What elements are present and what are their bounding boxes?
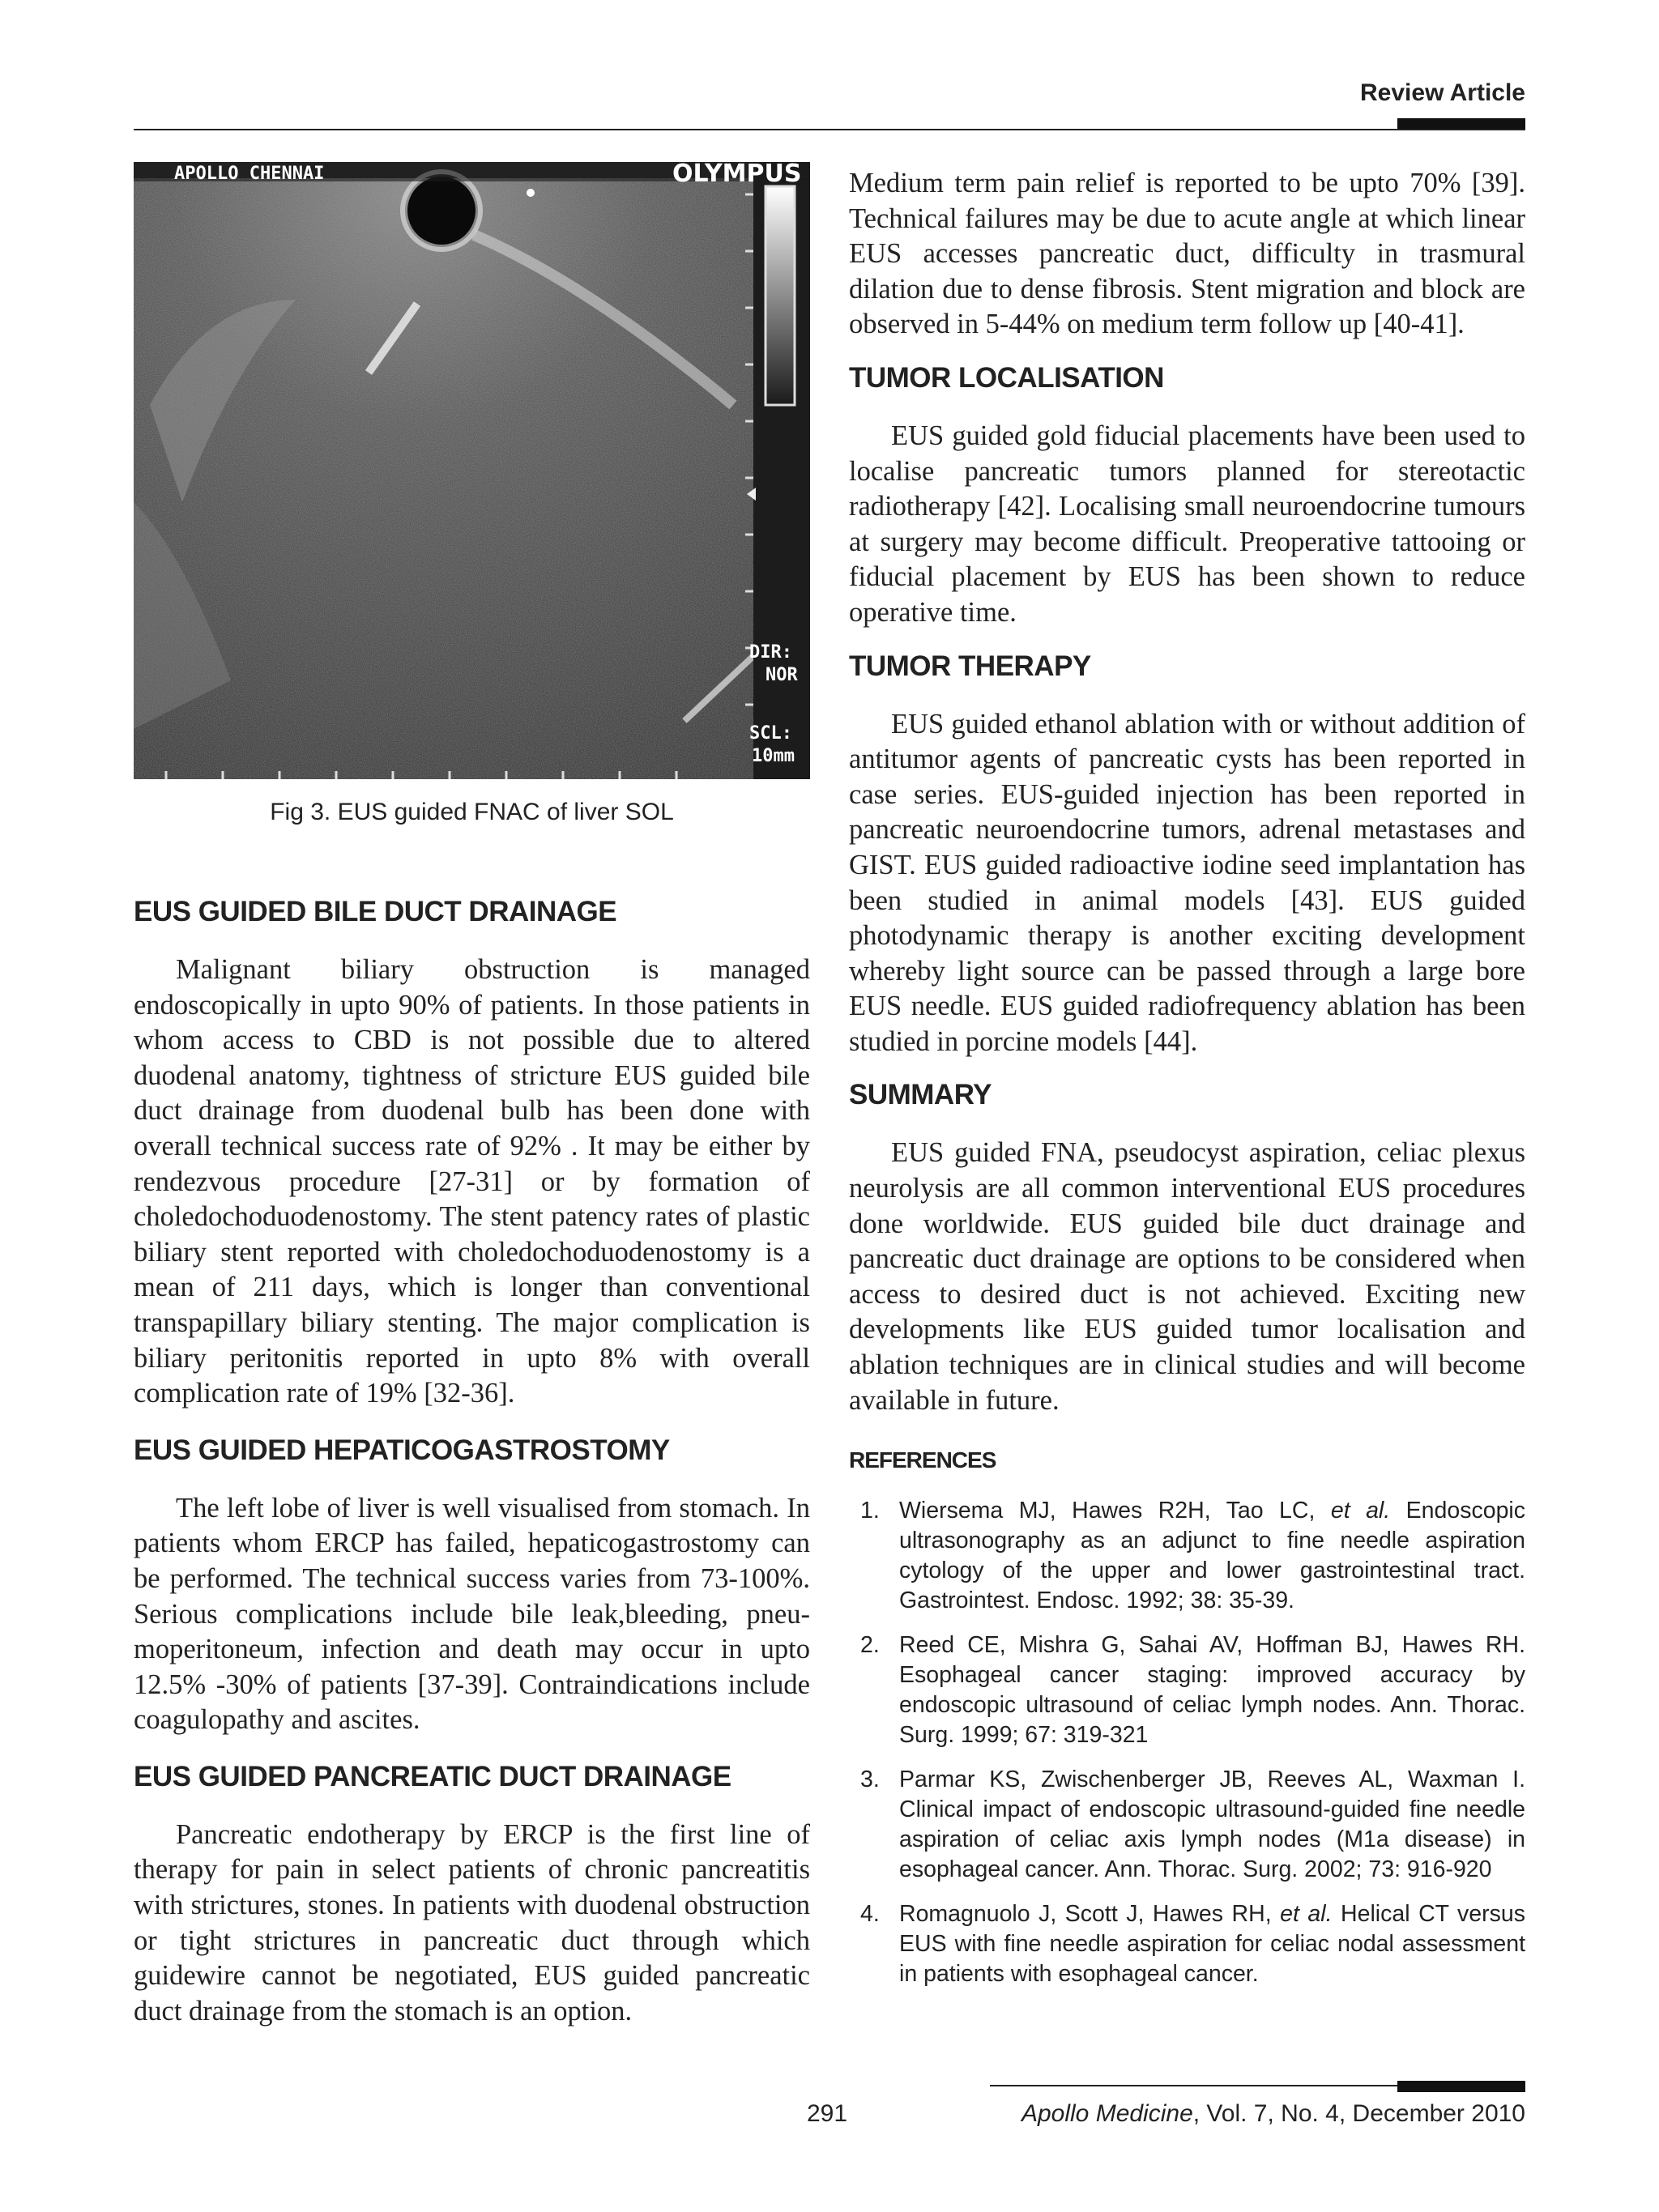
page-number: 291 [807,2100,848,2127]
overlay-dir-label: DIR: [749,642,792,663]
left-column [134,162,810,2029]
header-rule [134,129,1525,130]
reference-text: Wiersema MJ, Hawes R2H, Tao LC, et al. Endoscopic ultrasonography as an adjunct to fine needle aspiration cytology of the upper and lower gastrointestinal tract. Gastrointest. Endosc. 1992; 38: 35-39. [899,1498,1526,1614]
reference-number: 4. [860,1901,880,1928]
journal-issue: , Vol. 7, No. 4, December 2010 [1192,2100,1525,2127]
overlay-dir-value: NOR [766,665,798,685]
heading-bile-duct: EUS GUIDED BILE DUCT DRAINAGE [134,896,617,927]
journal-citation [1021,2100,1525,2128]
reference-item [849,1899,1525,1989]
paragraph-continuation: Medium term pain relief is reported to be upto 70% [39]. Technical failures may be due to acute angle at which linear EUS accesses pancreatic duct, difficulty in trasmural dilation due to dense fibrosis. Stent migration and block are observed in 5-44% on medium term follow up [40-41]. [849,168,1525,340]
header-bar [1397,118,1525,130]
reference-number: 3. [860,1767,880,1793]
reference-item [849,1630,1525,1750]
paragraph-pancreatic-duct: Pancreatic endotherapy by ERCP is the first line of therapy for pain in select patients of chronic pancreatitis with strictures, stones. In patients with duodenal obstruction or tight strictures in pancreatic duct through which guidewire cannot be negotiated, EUS guided pancreatic duct drainage from the stomach is an option. [134,1818,810,2027]
reference-item [849,1496,1525,1616]
paragraph-tumor-therapy: EUS guided ethanol ablation with or without addition of antitumor agents of pancreatic cysts has been reported in case series. EUS-guided injection has been reported in pancreatic neuroendocrine tumors, adrenal metastases and GIST. EUS guided radioactive iodine seed implantation has been studied in animal models [43]. EUS guided photodynamic therapy is another exciting development whereby light source can be passed through a large bore EUS needle. EUS guided radiofrequency ablation has been studied in porcine models [44]. [849,708,1525,1057]
heading-tumor-localisation: TUMOR LOCALISATION [849,361,1164,394]
reference-number: 1. [860,1498,880,1524]
journal-name: Apollo Medicine [1021,2100,1193,2127]
heading-tumor-therapy: TUMOR THERAPY [849,650,1091,682]
overlay-scl-label: SCL: [749,723,792,744]
overlay-brand: OLYMPUS [672,162,802,188]
heading-references: REFERENCES [849,1447,996,1473]
overlay-hospital: APOLLO CHENNAI [174,164,325,184]
right-column [849,166,1525,2004]
heading-hepaticogastrostomy: EUS GUIDED HEPATICOGASTROSTOMY [134,1434,670,1466]
reference-text: Parmar KS, Zwischenberger JB, Reeves AL, Waxman I. Clinical impact of endoscopic ultrasound-guided fine needle aspiration of celiac axis lymph nodes (M1a disease) in esophageal cancer. Ann. Thorac. Surg. 2002; 73: 916-920 [899,1767,1525,1883]
reference-number: 2. [860,1632,880,1659]
paragraph-hepaticogastrostomy: The left lobe of liver is well visualised from stomach. In patients whom ERCP has failed, hepaticogastrostomy can be performed. The technical success varies from 73-100%. Serious complications include bile leak,bleeding, pneu-moperitoneum, infection and death may occur in upto 12.5% -30% of patients [37-39]. Contraindications include coagulopathy and ascites. [134,1492,810,1736]
section-label: Review Article [1360,79,1525,106]
footer-bar [1397,2081,1525,2092]
reference-item [849,1765,1525,1885]
figure-caption: Fig 3. EUS guided FNAC of liver SOL [270,799,674,825]
paragraph-tumor-localisation: EUS guided gold fiducial placements have been used to localise pancreatic tumors planned for stereotactic radiotherapy [42]. Localising small neuroendocrine tumours at surgery may become difficult. Preoperative tattooing or fiducial placement by EUS has been shown to reduce operative time. [849,420,1525,628]
ultrasound-image [134,162,810,779]
overlay-scl-value: 10mm [752,746,795,766]
reference-text: Romagnuolo J, Scott J, Hawes RH, et al. Helical CT versus EUS with fine needle aspiration for celiac nodal assessment in patients with esophageal cancer. [899,1901,1525,1988]
paragraph-bile-duct: Malignant biliary obstruction is managed endoscopically in upto 90% of patients. In those patients in whom access to CBD is not possible due to altered duodenal anatomy, tightness of stricture EUS guided bile duct drainage from duodenal bulb has been done with overall technical success rate of 92% . It may be either by rendezvous procedure [27-31] or by formation of choledochoduodenostomy. The stent patency rates of plastic biliary stent reported with choledochoduodenostomy is a mean of 211 days, which is longer than conventional transpapillary biliary stenting. The major complication is biliary peritonitis reported in upto 8% with overall complication rate of 19% [32-36]. [134,954,810,1409]
reference-text: Reed CE, Mishra G, Sahai AV, Hoffman BJ, Hawes RH. Esophageal cancer staging: improved accuracy by endoscopic ultrasound of celiac lymph nodes. Ann. Thorac. Surg. 1999; 67: 319-321 [899,1632,1525,1749]
paragraph-summary: EUS guided FNA, pseudocyst aspiration, celiac plexus neurolysis are all common interventional EUS procedures done worldwide. EUS guided bile duct drainage and pancreatic duct drainage are options to be considered when access to desired duct is not achieved. Exciting new developments like EUS guided tumor localisation and ablation techniques are in clinical studies and will become available in future. [849,1137,1525,1416]
heading-summary: SUMMARY [849,1079,992,1111]
reference-list [849,1496,1525,1989]
heading-pancreatic-duct: EUS GUIDED PANCREATIC DUCT DRAINAGE [134,1760,731,1792]
